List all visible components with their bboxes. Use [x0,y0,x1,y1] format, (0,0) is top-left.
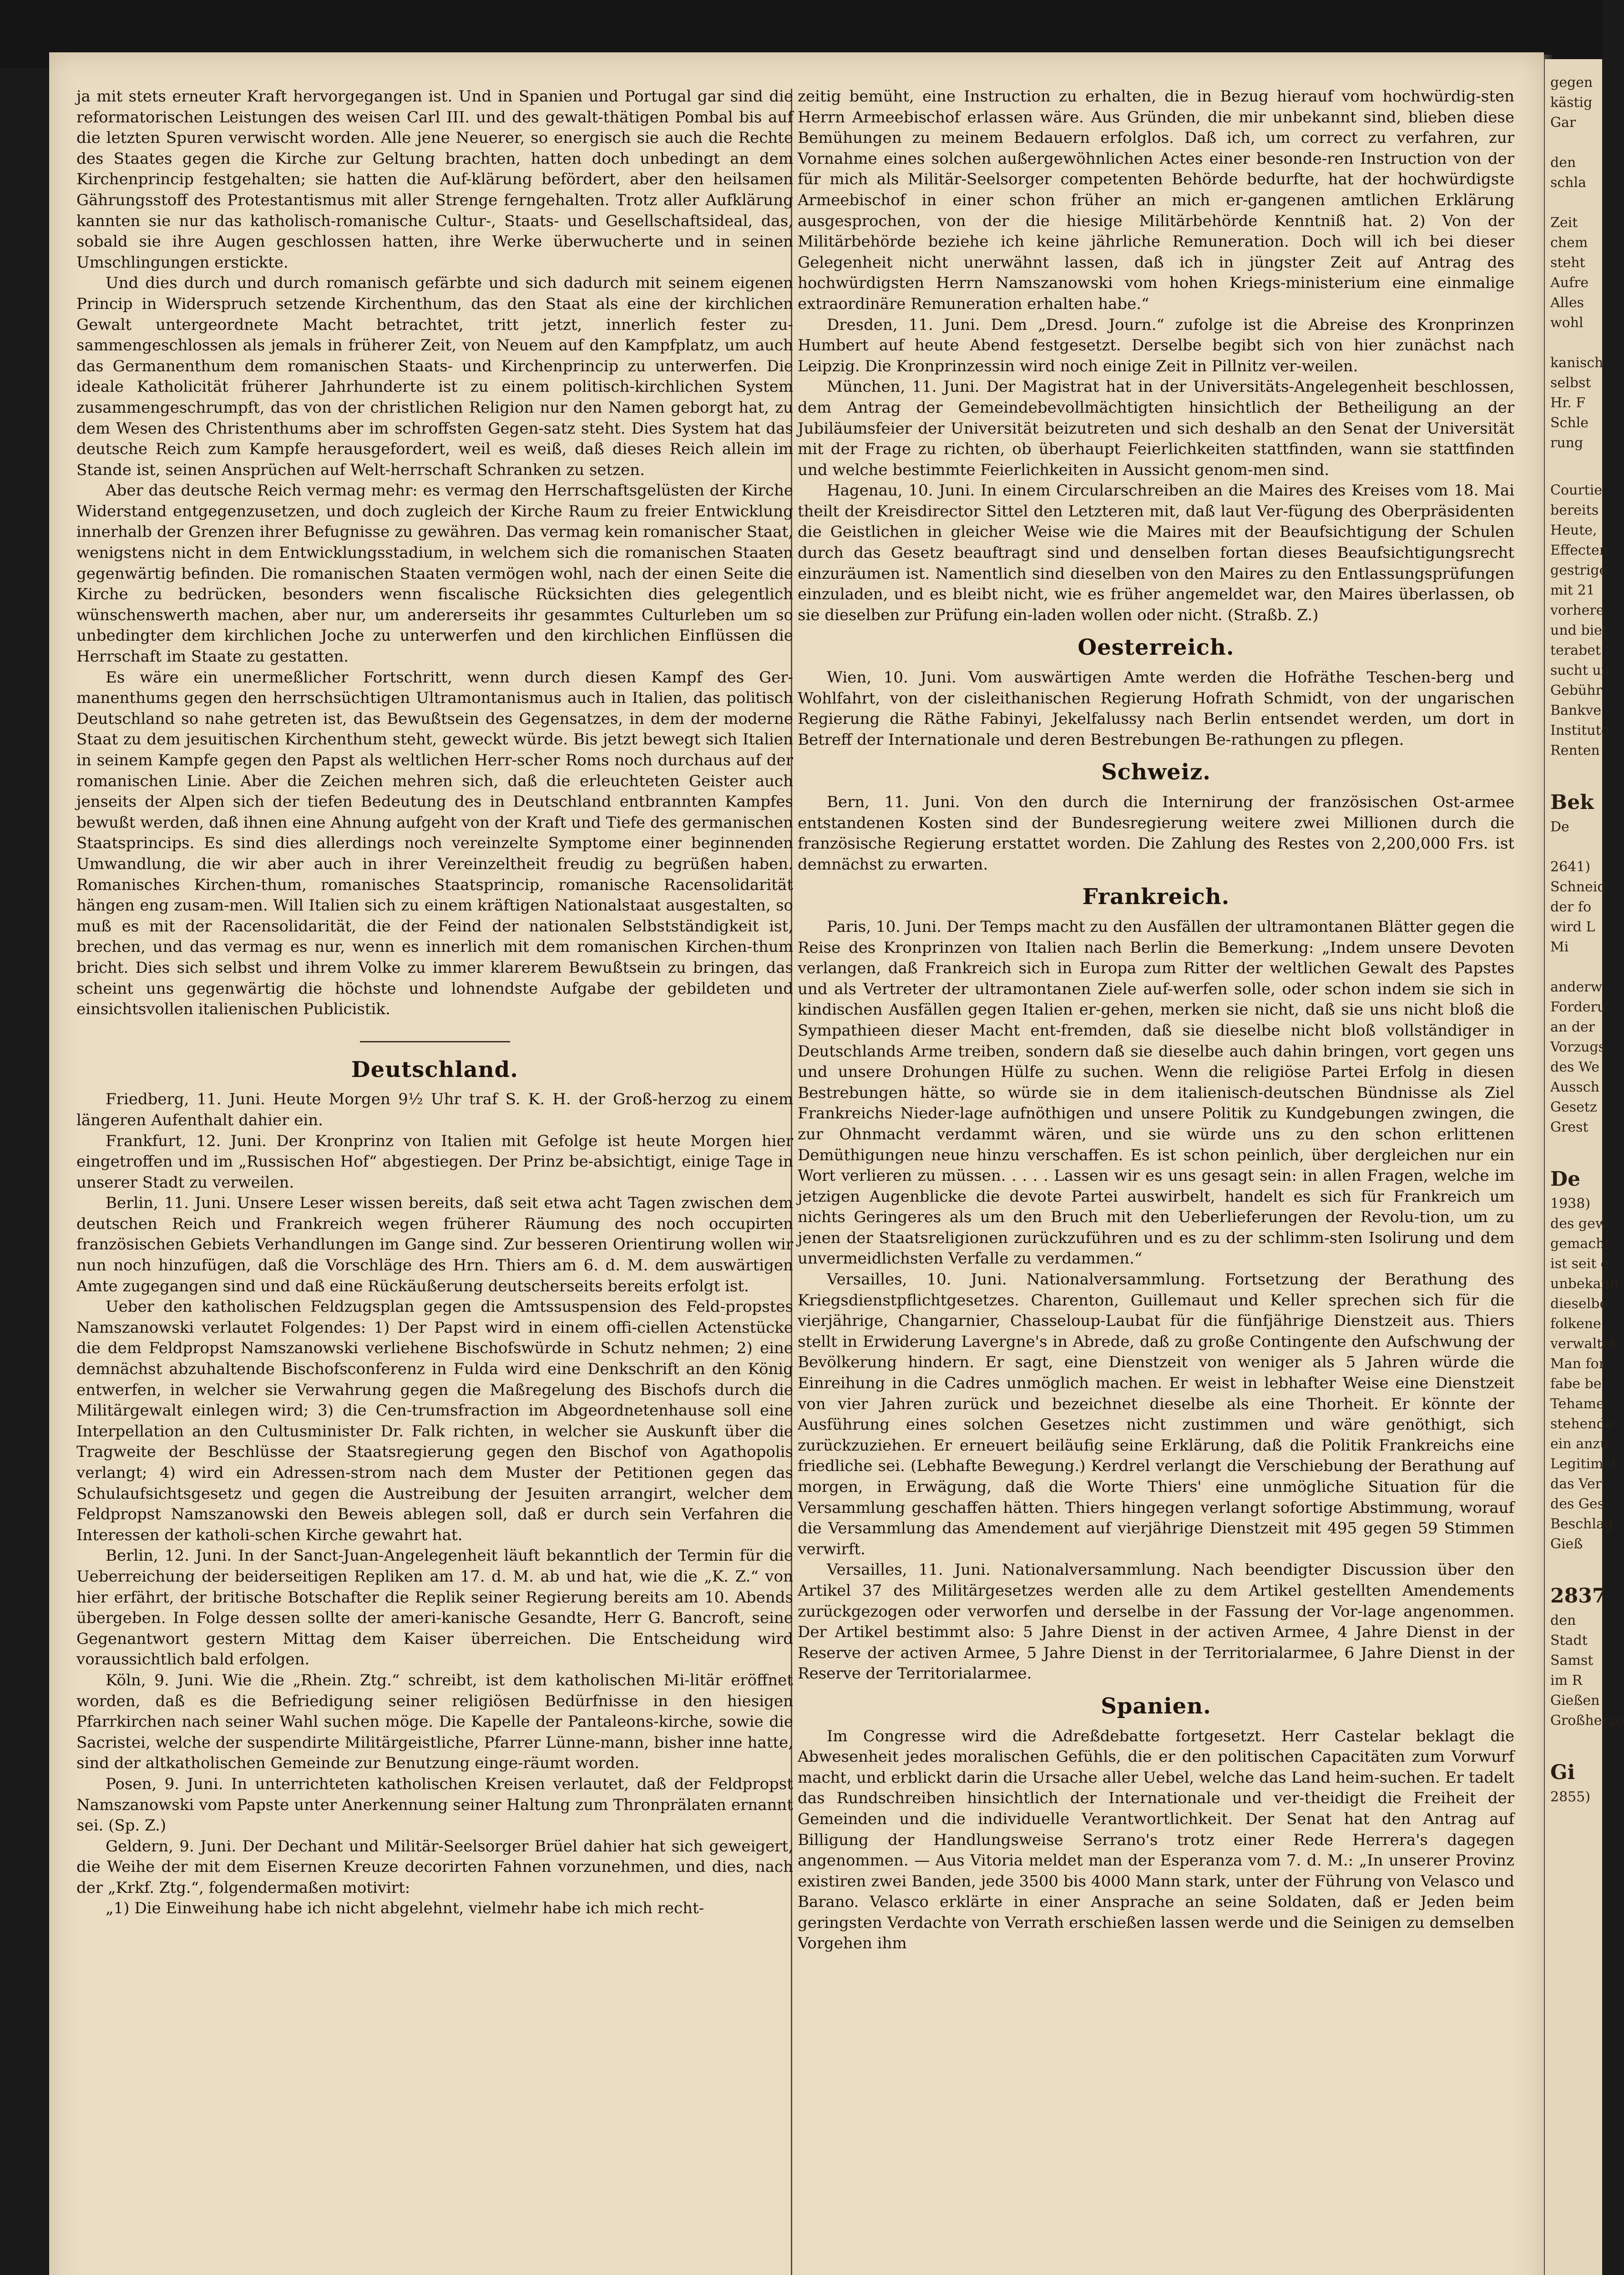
fragment-line: Heute, [1550,522,1597,538]
fragment-line: wohl [1550,315,1584,331]
fragment-line [1545,193,1602,213]
section-heading-oesterreich: Oesterreich. [1078,635,1234,661]
fragment-line: Institute [1550,723,1609,738]
fragment-line: 2855) [1550,1789,1591,1805]
news-item: Posen, 9. Juni. In unterrichteten katholischen Kreisen verlautet, daß der Feldpropst Namszanowski vom Papste unter Anerkennung seiner Haltung zum Thronprälaten ernannt sei. (Sp. Z.) [76,1774,793,1835]
article-paragraph: Und dies durch und durch romanisch gefärbte und sich dadurch mit seinem eigenen Princip in Widerspruch setzende Kirchenthum, das den Staat als eine der kirchlichen Gewalt untergeordnete Macht betrachtet, tritt jetzt, innerlich fester zu-sammengeschlossen als jemals in früherer Zeit, von Neuem auf den Kampfplatz, um auch das Germanenthum dem romanischen Staats- und Kirchenprincip zu unterwerfen. Die ideale Katholicität früherer Jahrhunderte ist zu einem politisch-kirchlichen System zusammengeschrumpft, das von der christlichen Religion nur den Namen geborgt hat, zu dem Wesen des Christenthums aber im schroffsten Gegen-satz steht. Dies System hat das deutsche Reich zum Kampfe herausgefordert, weil es weiß, daß dieses Reich allein im Stande ist, seinen Ansprüchen auf Welt-herrschaft Schranken zu setzen. [76,274,793,479]
fragment-line: Gar [1550,115,1576,131]
fragment-line: bereits [1550,502,1599,518]
news-item: Paris, 10. Juni. Der Temps macht zu den Ausfällen der ultramontanen Blätter gegen die Reise des Kronprinzen von Italien nach Berlin die Bemerkung: „Indem unsere Devoten verlangen, daß Frankreich sich in Europa zum Ritter der weltlichen Gewalt des Papstes und als Vertreter der ultramontanen Ziele auf-werfen solle, oder schon indem sie sich in kindischen Ausfällen gegen Italien er-gehen, merken sie nicht, daß sie uns nicht bloß die Sympathieen dieser Macht ent-fremden, daß sie dieselbe nicht bloß vollständiger in Deutschlands Arme treiben, sondern daß sie dieselbe auch dahin bringen, vort gegen uns und unsere Drohungen Hülfe zu suchen. Wenn die religiöse Partei Erfolg in diesen Bestrebungen hätte, so würde sie in dem italienisch-deutschen Bündnisse als Ziel Frankreichs Nieder-lage aufnöthigen und unsere Politik zu Kundgebungen zwingen, die zur Ohnmacht verdammt wären, und sie würde uns zu den schon erlittenen Demüthigungen neue hinzu verschaffen. Es ist schon peinlich, über dergleichen nur ein Wort verlieren zu müssen. . . . . Lassen wir es uns gesagt sein: in allen Fragen, welche im jetzigen Augenblicke die devote Partei auswirbelt, handelt es sich für Frankreich um nichts Geringeres als um den Bruch mit den Ueberlieferungen der Revolu-tion, um zu jenen der Staatsreligionen zurückzuführen und es zu der schlimm-sten Isolirung und dem unvermeidlichsten Verfalle zu verdammen.“ [798,917,1514,1268]
news-item: Bern, 11. Juni. Von den durch die Internirung der französischen Ost-armee entstandenen Kosten sind der Bundesregierung weitere zwei Millionen durch die französische Regierung erstattet worden. Die Zahlung des Restes von 2,200,000 Frs. ist demnächst zu erwarten. [798,793,1514,874]
news-item: Köln, 9. Juni. Wie die „Rhein. Ztg.“ schreibt, ist dem katholischen Mi-litär eröffnet worden, daß es die Befriedigung seiner religiösen Bedürfnisse in den hiesigen Pfarrkirchen nach seiner Wahl suchen möge. Die Kapelle der Pantaleons-kirche, sowie die Sacristei, welche der suspendirte Militärgeistliche, Pfarrer Lünne-mann, bisher inne hatte, sind der altkatholischen Gemeinde zur Benutzung einge-räumt worden. [76,1671,793,1773]
news-item: München, 11. Juni. Der Magistrat hat in der Universitäts-Angelegenheit beschlossen, dem Antrag der Gemeindebevollmächtigten hinsichtlich der Betheiligung an der Jubiläumsfeier der Universität beizutreten und sich deshalb an den Senat der Universität mit der Frage zu richten, ob überhaupt Feierlichkeiten stattfinden, wann sie stattfinden und welche bestimmte Feierlichkeiten in Aussicht genom-men sind. [798,378,1514,479]
news-item: Versailles, 11. Juni. Nationalversammlung. Nach beendigter Discussion über den Artikel 37 des Militärgesetzes werden alle zu dem Artikel gestellten Amendements zurückgezogen oder verworfen und derselbe in der Fassung der Vor-lage angenommen. Der Artikel bestimmt also: 5 Jahre Dienst in der activen Armee, 4 Jahre Dienst in der Reserve der activen Armee, 5 Jahre Dienst in der Territorialarmee, 6 Jahre Dienst in der Reserve der Territorialarmee. [798,1561,1514,1683]
fragment-line: vorhere [1550,602,1604,618]
fragment-line [1545,957,1602,977]
news-item: Friedberg, 11. Juni. Heute Morgen 9½ Uhr traf S. K. H. der Groß-herzog zu einem längeren Aufenthalt dahier ein. [76,1090,793,1129]
left-column [76,86,793,1919]
fragment-line: den [1550,155,1576,171]
fragment-line [1545,333,1602,353]
fragment-line: Hr. F [1550,395,1586,411]
fragment-line: Courtie [1550,482,1603,498]
fragment-line: ist seit e [1550,1256,1609,1272]
fragment-line: das Ver [1550,1476,1602,1492]
news-item: Berlin, 11. Juni. Unsere Leser wissen bereits, daß seit etwa acht Tagen zwischen dem deutschen Reich und Frankreich wegen früherer Räumung des noch occupirten französischen Gebiets Verhandlungen im Gange sind. Zur besseren Orientirung wollen wir nun noch hinzufügen, daß die Vorschläge des Hrn. Thiers am 6. d. M. dem auswärtigen Amte zugegangen sind und daß eine Rückäußerung deutscherseits bereits erfolgt ist. [76,1194,793,1295]
fragment-line: chem [1550,235,1588,251]
fragment-line: der fo [1550,899,1591,915]
fragment-line: unbekann [1550,1276,1619,1292]
section-heading-frankreich: Frankreich. [1082,884,1230,910]
fragment-group [1545,1611,1624,1731]
news-item: Im Congresse wird die Adreßdebatte fortgesetzt. Herr Castelar beklagt die Abwesenheit jedes moralischen Gefühls, die er den politischen Capacitäten zum Vorwurf macht, und erblickt darin die Ursache aller Uebel, welche das Land heim-suchen. Er tadelt das Rundschreiben hinsichtlich der Internationale und ver-theidigt die Freiheit der Gemeinden und die individuelle Verantwortlichkeit. Der Senat hat den Antrag auf Billigung der Handlungsweise Serrano's trotz einer Rede Herrera's dagegen angenommen. — Aus Vitoria meldet man der Esperanza vom 7. d. M.: „In unserer Provinz existiren zwei Banden, jede 3500 bis 4000 Mann stark, unter der Führung von Velasco und Barano. Velasco erklärte in einer Ansprache an seine Soldaten, daß er Jeden beim geringsten Verdachte von Verrath erschießen lassen werde und die Seinigen zu demselben Vorgehen ihm [798,1727,1514,1953]
fragment-line: kanisch [1550,355,1604,371]
fragment-line: Samst [1550,1653,1594,1668]
fragment-line: anderw [1550,979,1603,995]
fragment-line: des We [1550,1059,1600,1075]
fragment-line: Vorzugs [1550,1039,1606,1055]
fragment-line: und biet [1550,622,1608,638]
fragment-line: Aufre [1550,275,1589,291]
section-heading-spanien: Spanien. [1101,1693,1211,1719]
news-item: Berlin, 12. Juni. In der Sanct-Juan-Angelegenheit läuft bekanntlich der Termin für die Ueberreichung der beiderseitigen Repliken am 17. d. M. ab und hat, wie die „K. Z.“ von hier erfährt, der britische Botschafter die Replik seiner Regierung bereits am 10. Abends übergeben. In Folge dessen sollte der ameri-kanische Gesandte, Herr G. Bancroft, seine Gegenantwort gestern Mittag dem Kaiser überreichen. Die Entscheidung wird voraussichtlich bald erfolgen. [76,1547,793,1669]
fragment-line: schla [1550,175,1586,191]
fragment-line: terabet [1550,642,1601,658]
news-item: „1) Die Einweihung habe ich nicht abgelehnt, vielmehr habe ich mich recht- [106,1899,704,1918]
fragment-line: Renten [1550,743,1600,758]
fragment-line: Mi [1550,939,1569,955]
news-item: Hagenau, 10. Juni. In einem Circularschreiben an die Maires des Kreises vom 18. Mai theilt der Kreisdirector Sittel den Letzteren mit, daß laut Ver-fügung des Oberpräsidenten die Geistlichen in gleicher Weise wie die Maires mit der Beaufsichtigung der Schulen durch das Gesetz beauftragt sind und denselben fortan dieses Beaufsichtigungsrecht einzuräumen ist. Namentlich sind dieselben von den Maires zu den Entlassungsprüfungen einzuladen, und es bleibt nicht, wie es früher angemeldet war, den Maires überlassen, ob sie dieselben zur Prüfung ein-laden wollen oder nicht. (Straßb. Z.) [798,481,1514,624]
fragment-heading: Bek [1550,791,1594,814]
fragment-line: dieselbe [1550,1296,1608,1312]
article-paragraph: Es wäre ein unermeßlicher Fortschritt, wenn durch diesen Kampf des Ger-manenthums gegen den herrschsüchtigen Ultramontanismus auch in Italien, das politisch Deutschland so nahe getreten ist, das Bewußtsein des Gegensatzes, in dem der moderne Staat zu dem jesuitischen Kirchenthum steht, geweckt würde. Bis jetzt bewegt sich Italien in seinem Kampfe gegen den Papst als weltlichen Herr-scher Roms noch durchaus auf der romanischen Linie. Aber die Zeichen mehren sich, daß die erleuchteten Geister auch jenseits der Alpen sich der tiefen Bedeutung des in Deutschland entbrannten Kampfes bewußt werden, daß ihnen eine Ahnung aufgeht von der Kraft und Tiefe des germanischen Staatsprincips. Es sind dies allerdings noch vereinzelte Symptome einer beginnenden Umwandlung, die wir aber auch in ihrer Vereinzeltheit freudig zu begrüßen haben. Romanisches Kirchen-thum, romanisches Staatsprincip, romanische Racensolidarität hängen eng zusam-men. Will Italien sich zu einem kräftigen Nationalstaat ausgestalten, so muß es mit der Racensolidarität, die der Feind der nationalen Selbstständigkeit ist, brechen, und das vermag es nur, wenn es innerlich mit dem romanischen Kirchen-thum bricht. Dies sich selbst und ihrem Volke zu immer klarerem Bewußtsein zu bringen, das scheint uns gegenwärtig die höchste und lohnendste Aufgabe der gebildeten und einsichtsvollen italienischen Publicistik. [76,668,793,1019]
article-paragraph: Aber das deutsche Reich vermag mehr: es vermag den Herrschaftsgelüsten der Kirche Widerstand entgegenzusetzen, und doch zugleich der Kirche Raum zu freier Entwicklung innerhalb der Grenzen ihrer Befugnisse zu gewähren. Das vermag kein romanischer Staat, wenigstens nicht in dem Entwicklungsstadium, in welchem sich die romanischen Staaten gegenwärtig befinden. Die romanischen Staaten vermögen wohl, nach der einen Seite die Kirche zu bedrücken, besonders wenn fiscalische Rücksichten dies gelegentlich wünschenswerth machen, aber nur, um andererseits ihr gesammtes Culturleben um so unbedingter dem kirchlichen Joche zu unterwerfen und den kirchlichen Einflüssen die Herrschaft im Staate zu gestatten. [76,481,793,666]
fragment-line: Schneid [1550,879,1606,895]
news-item: Frankfurt, 12. Juni. Der Kronprinz von Italien mit Gefolge ist heute Morgen hier eingetroffen und im „Russischen Hof“ abgestiegen. Der Prinz be-absichtigt, einige Tage in unserer Stadt zu verweilen. [76,1132,793,1192]
article-paragraph: zeitig bemüht, eine Instruction zu erhalten, die in Bezug hierauf vom hochwürdig-sten Herrn Armeebischof erlassen wäre. Aus Gründen, die mir unbekannt sind, blieben diese Bemühungen zu meinem Bedauern erfolglos. Daß ich, um correct zu verfahren, zur Vornahme eines solchen außergewöhnlichen Actes einer besonde-ren Instruction von der für mich als Militär-Seelsorger competenten Behörde bedurfte, hat der hochwürdigste Armeebischof in einer schon früher an mich er-gangenen amtlichen Erklärung ausgesprochen, von der die hiesige Militärbehörde Kenntniß hat. 2) Von der Militärbehörde beziehe ich keine jährliche Remuneration. Doch will ich bei dieser Gelegenheit nicht unerwähnt lassen, daß ich in jüngster Zeit auf Antrag des hochwürdigsten Herrn Namszanowski vom hohen Kriegs-ministerium eine einmalige extraordinäre Remuneration erhalten habe.“ [798,87,1514,313]
fragment-line: Gesetz [1550,1099,1597,1115]
fragment-line: Bankve [1550,703,1602,718]
fragment-line: stehende [1550,1416,1614,1432]
fragment-line: selbst [1550,375,1591,391]
section-heading-deutschland: Deutschland. [351,1057,518,1082]
right-column [798,86,1514,1954]
fragment-line: folkene [1550,1316,1601,1332]
fragment-line: Großherzo [1550,1713,1624,1729]
fragment-line: Grest [1550,1119,1589,1135]
fragment-group [1545,1787,1602,1807]
fragment-line: Tehame [1550,1396,1604,1412]
fragment-line: an der [1550,1019,1595,1035]
fragment-line: den [1550,1613,1576,1628]
fragment-line: wird L [1550,919,1595,935]
fragment-group [1545,73,1602,453]
fragment-line: Gebühr [1550,682,1602,698]
fragment-line: gestrige [1550,562,1608,578]
fragment-line: Alles [1550,295,1584,311]
news-item: Geldern, 9. Juni. Der Dechant und Militär-Seelsorger Brüel dahier hat sich geweigert, die Weihe der mit dem Eisernen Kreuze decorirten Fahnen vorzunehmen, und dies, nach der „Krkf. Ztg.“, folgendermaßen motivirt: [76,1837,793,1897]
fragment-line: Schle [1550,415,1589,431]
fragment-line: im R [1550,1673,1583,1689]
fragment-line: verwaltet [1550,1336,1616,1352]
fragment-line: gegen [1550,75,1593,91]
fragment-heading: 2837 [1550,1584,1606,1608]
fragment-line: des gew [1550,1216,1607,1232]
fragment-line: Effecten [1550,542,1608,558]
fragment-line: Man for [1550,1356,1605,1372]
fragment-line: 1938) [1550,1196,1591,1212]
fragment-line: gemacht [1550,1236,1610,1252]
fragment-line: rung [1550,435,1584,451]
section-heading-schweiz: Schweiz. [1101,759,1211,785]
fragment-line [1545,133,1602,153]
fragment-line: kästig [1550,95,1593,111]
article-paragraph: ja mit stets erneuter Kraft hervorgegangen ist. Und in Spanien und Portugal gar sind die reformatorischen Leistungen des weisen Carl III. und des gewalt-thätigen Pombal bis auf die letzten Spuren verwischt worden. Alle jene Neuerer, so energisch sie auch die Rechte des Staates gegen die Kirche zur Geltung brachten, hatten doch unbedingt an dem Kirchenprincip festgehalten; sie hatten die Auf-klärung befördert, aber den heilsamen Gährungsstoff des Protestantismus mit aller Strenge ferngehalten. Trotz aller Aufklärung kannten sie nur das katholisch-romanische Cultur-, Staats- und Gesellschaftsideal, das, sobald sie ihre Augen geschlossen hatten, ihre Werke überwucherte und in seinen Umschlingungen erstickte. [76,87,793,272]
fragment-line: mit 21 [1550,582,1595,598]
fragment-group [1545,1194,1619,1554]
section-rule [360,1041,510,1042]
news-item: Wien, 10. Juni. Vom auswärtigen Amte werden die Hofräthe Teschen-berg und Wohlfahrt, von der cisleithanischen Regierung Hofrath Schmidt, von der ungarischen Regierung die Räthe Fabinyi, Jekelfalussy nach Berlin entsendet werden, um dort in Betreff der Internationale und deren Bestrebungen Be-rathungen zu pflegen. [798,668,1514,749]
fragment-line: sucht un [1550,662,1610,678]
fragment-line: Legitimat [1550,1456,1617,1472]
fragment-heading: Gi [1550,1761,1575,1784]
fragment-group [1545,817,1606,1138]
fragment-line: Gießen [1550,1693,1600,1709]
fragment-line: Stadt [1550,1633,1588,1648]
fragment-line: 2641) [1550,859,1591,875]
news-item: Dresden, 11. Juni. Dem „Dresd. Journ.“ zufolge ist die Abreise des Kronprinzen Humbert auf heute Abend festgesetzt. Derselbe begibt sich von hier zunächst nach Leipzig. Die Kronprinzessin wird noch einige Zeit in Pillnitz ver-weilen. [798,315,1514,375]
fragment-group [1545,480,1610,761]
fragment-line: Forderu [1550,999,1606,1015]
news-item: Ueber den katholischen Feldzugsplan gegen die Amtssuspension des Feld-propstes Namszanowski verlautet Folgendes: 1) Der Papst wird in einem offi-ciellen Actenstücke die dem Feldpropst Namszanowski verliehene Bischofswürde in Schutz nehmen; 2) eine demnächst abzuhaltende Bischofsconferenz in Fulda wird eine Denkschrift an den König entwerfen, in welcher sie Verwahrung gegen die Maßregelung des Bischofs durch die Militärgewalt einlegen wird; 3) die Cen-trumsfraction im Abgeordnetenhause soll eine Interpellation an den Cultusminister Dr. Falk richten, in welcher sie Auskunft über die Tragweite der Beschlüsse der Staatsregierung gegen den Bischof von Agathopolis verlangt; 4) wird ein Adressen-strom nach dem Muster der Petitionen gegen das Schulaufsichtsgesetz und gegen die Austreibung der Jesuiten arrangirt, welcher dem Feldpropst Namszanowski den Beweis ablegen soll, daß er durch sein Verfahren die Interessen der katholi-schen Kirche gewahrt hat. [76,1298,793,1544]
fragment-line: fabe be [1550,1376,1602,1392]
fragment-line: Beschlag [1550,1516,1614,1532]
fragment-line: ein anzu [1550,1436,1609,1452]
fragment-line: Gieß [1550,1536,1583,1552]
fragment-heading: De [1550,1168,1581,1191]
news-item: Versailles, 10. Juni. Nationalversammlung. Fortsetzung der Berathung des Kriegsdienstpflichtgesetzes. Charenton, Guillemaut und Keller sprechen sich für die vierjährige, Changarnier, Chasseloup-Laubat für die fünfjährige Dienstzeit aus. Thiers stellt in Erwiderung Lavergne's in Abrede, daß zu große Contingente den Aufschwung der Bevölkerung hindern. Er sagt, eine Dienstzeit von weniger als 5 Jahren würde die Einreihung in die Cadres unmöglich machen. Er weist in lebhafter Weise eine Dienstzeit von vier Jahren zurück und bezeichnet dieselbe als eine Thorheit. Er könnte der Ausführung eines solchen Gesetzes nicht zustimmen und wäre genöthigt, sich zurückzuziehen. Er erneuert beiläufig seine Erklärung, daß die Politik Frankreichs eine friedliche sei. (Lebhafte Bewegung.) Kerdrel verlangt die Verschiebung der Berathung auf morgen, in Erwägung, daß die Worte Thiers' eine unmögliche Situation für die Versammlung geschaffen hätten. Thiers hingegen verlangt sofortige Abstimmung, worauf die Versammlung das Amendement auf vierjährige Dienstzeit mit 495 gegen 59 Stimmen verwirft. [798,1270,1514,1558]
fragment-line: steht [1550,255,1585,271]
fragment-line: des Ges [1550,1496,1605,1512]
fragment-line: Zeit [1550,215,1578,231]
newspaper-page [49,52,1544,2275]
fragment-line: Aussch [1550,1079,1599,1095]
adjacent-page-strip [1545,59,1624,2275]
fragment-line: De [1550,819,1569,835]
fragment-line [1545,837,1602,857]
